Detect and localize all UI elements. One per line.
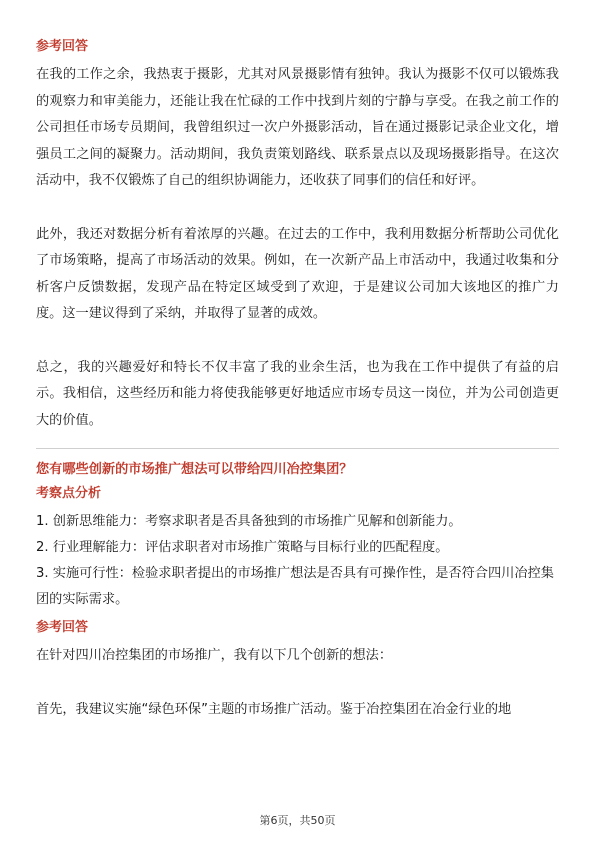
analysis-point: 1. 创新思维能力：考察求职者是否具备独到的市场推广见解和创新能力。: [36, 514, 462, 529]
analysis-point: 3. 实施可行性：检验求职者提出的市场推广想法是否具有可操作性，是否符合四川冶控集团的实际需求。: [36, 566, 554, 607]
analysis-label: 考察点分析: [36, 486, 102, 501]
reference-answer-label: 参考回答: [36, 39, 89, 54]
answer-paragraph-hobbies: 在我的工作之余，我热衷于摄影，尤其对风景摄影情有独钟。我认为摄影不仅可以锻炼我的观察力和审美能力，还能让我在忙碌的工作中找到片刻的宁静与享受。在我之前工作的公司担任市场专员期间，我曾组织过一次户外摄影活动，旨在通过摄影记录企业文化，增强员工之间的凝聚力。活动期间，我负责策划路线、联系景点以及现场摄影指导。在这次活动中，我不仅锻炼了自己的组织协调能力，还收获了同事们的信任和好评。: [36, 67, 559, 188]
question-title: 您有哪些创新的市场推广想法可以带给四川冶控集团？: [36, 462, 353, 477]
reference-answer-label: 参考回答: [36, 620, 89, 635]
answer-intro: 在针对四川冶控集团的市场推广，我有以下几个创新的想法：: [36, 648, 393, 663]
answer-paragraph-first-idea: 首先，我建议实施“绿色环保”主题的市场推广活动。鉴于冶控集团在冶金行业的地: [36, 701, 512, 717]
page-content: [36, 38, 559, 723]
page-number: 第6页，共50页: [259, 814, 336, 827]
answer-paragraph-data-analysis: 此外，我还对数据分析有着浓厚的兴趣。在过去的工作中，我利用数据分析帮助公司优化了市场策略，提高了市场活动的效果。例如，在一次新产品上市活动中，我通过收集和分析客户反馈数据，发现产品在特定区域受到了欢迎，于是建议公司加大该地区的推广力度。这一建议得到了采纳，并取得了显著的成效。: [36, 226, 559, 321]
answer-paragraph-summary: 总之，我的兴趣爱好和特长不仅丰富了我的业余生活，也为我在工作中提供了有益的启示。我相信，这些经历和能力将使我能够更好地适应市场专员这一岗位，并为公司创造更大的价值。: [36, 359, 559, 428]
section-divider: [36, 448, 559, 449]
analysis-point: 2. 行业理解能力：评估求职者对市场推广策略与目标行业的匹配程度。: [36, 540, 449, 555]
